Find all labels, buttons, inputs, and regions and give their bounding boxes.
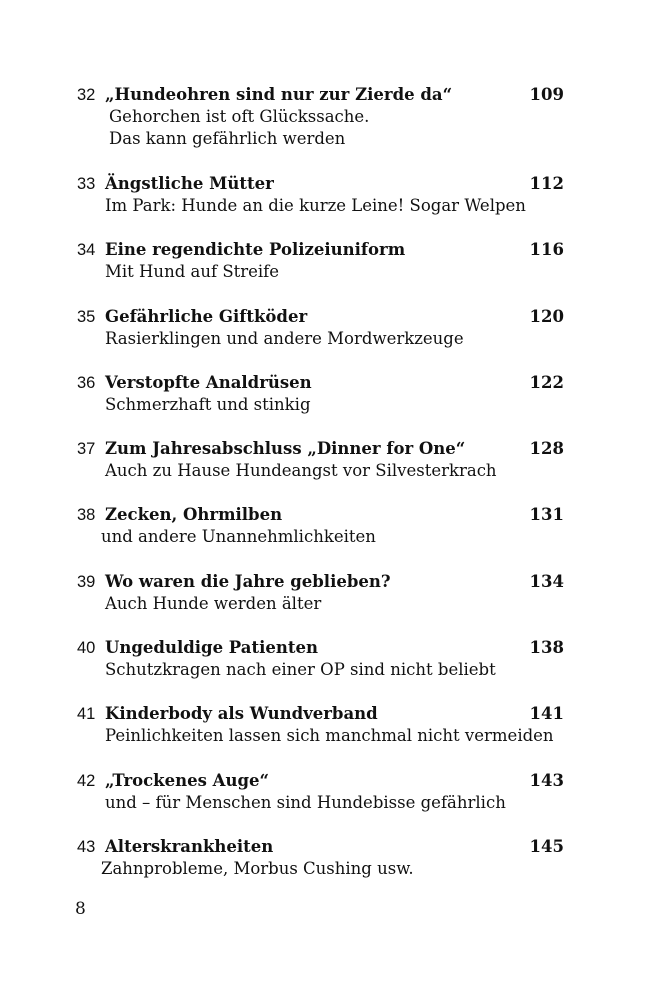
chapter-subtitle: Zahnprobleme, Morbus Cushing usw. bbox=[101, 858, 414, 878]
chapter-number: 37 bbox=[77, 440, 96, 459]
chapter-page: 116 bbox=[529, 240, 564, 260]
chapter-subtitle: Schmerzhaft und stinkig bbox=[105, 394, 311, 414]
chapter-title: Ängstliche Mütter bbox=[105, 174, 274, 193]
chapter-number: 33 bbox=[77, 175, 96, 193]
toc-entry bbox=[0, 239, 658, 305]
page-number: 8 bbox=[75, 899, 86, 919]
toc-entry bbox=[0, 703, 658, 769]
toc-entry bbox=[0, 372, 658, 438]
chapter-number: 42 bbox=[77, 771, 96, 790]
toc-entry bbox=[0, 637, 658, 703]
chapter-subtitle: Auch Hunde werden älter bbox=[105, 593, 322, 613]
chapter-title: „Hundeohren sind nur zur Zierde da“ bbox=[105, 85, 453, 104]
toc-entry bbox=[0, 84, 658, 173]
chapter-number: 32 bbox=[77, 86, 96, 104]
chapter-subtitle: und andere Unannehmlichkeiten bbox=[101, 527, 376, 547]
chapter-number: 39 bbox=[77, 572, 96, 591]
chapter-number: 36 bbox=[77, 373, 96, 392]
chapter-title: Alterskrankheiten bbox=[105, 836, 274, 856]
chapter-page: 120 bbox=[529, 306, 564, 326]
chapter-title: Zecken, Ohrmilben bbox=[105, 505, 283, 525]
chapter-title: Eine regendichte Polizeiuniform bbox=[105, 240, 406, 260]
chapter-title: Zum Jahresabschluss „Dinner for One“ bbox=[105, 439, 466, 459]
chapter-page: 145 bbox=[529, 836, 564, 856]
chapter-title: Gefährliche Giftköder bbox=[105, 306, 308, 326]
chapter-subtitle: Mit Hund auf Streife bbox=[105, 262, 280, 282]
chapter-subtitle: und – für Menschen sind Hundebisse gefährlich bbox=[105, 792, 506, 812]
chapter-title: Ungeduldige Patienten bbox=[105, 638, 318, 658]
table-of-contents bbox=[0, 84, 658, 902]
chapter-page: 128 bbox=[529, 439, 564, 459]
chapter-page: 122 bbox=[529, 372, 564, 392]
chapter-subtitle: Rasierklingen und andere Mordwerkzeuge bbox=[105, 328, 464, 348]
chapter-number: 38 bbox=[77, 506, 96, 525]
chapter-page: 141 bbox=[529, 704, 564, 724]
chapter-subtitle: Das kann gefährlich werden bbox=[109, 129, 346, 148]
chapter-subtitle: Auch zu Hause Hundeangst vor Silvesterkrach bbox=[105, 461, 497, 481]
toc-entry bbox=[0, 438, 658, 504]
chapter-page: 138 bbox=[529, 638, 564, 658]
chapter-title: Kinderbody als Wundverband bbox=[105, 704, 378, 724]
chapter-page: 134 bbox=[529, 571, 564, 591]
chapter-title: Wo waren die Jahre geblieben? bbox=[105, 571, 391, 591]
chapter-number: 41 bbox=[77, 705, 96, 724]
chapter-subtitle: Peinlichkeiten lassen sich manchmal nicht vermeiden bbox=[105, 726, 554, 746]
chapter-number: 35 bbox=[77, 307, 96, 326]
toc-entry bbox=[0, 504, 658, 570]
chapter-number: 40 bbox=[77, 639, 96, 658]
toc-entry bbox=[0, 173, 658, 239]
chapter-title: „Trockenes Auge“ bbox=[105, 770, 269, 790]
chapter-page: 109 bbox=[529, 85, 564, 104]
toc-entry bbox=[0, 571, 658, 637]
chapter-subtitle: Im Park: Hunde an die kurze Leine! Sogar Welpen bbox=[105, 196, 526, 215]
chapter-page: 131 bbox=[529, 505, 564, 525]
chapter-page: 143 bbox=[529, 770, 564, 790]
toc-entry bbox=[0, 836, 658, 902]
toc-entry bbox=[0, 306, 658, 372]
chapter-page: 112 bbox=[529, 174, 564, 193]
chapter-number: 43 bbox=[77, 837, 96, 856]
chapter-number: 34 bbox=[77, 241, 96, 260]
toc-entry bbox=[0, 770, 658, 836]
chapter-title: Verstopfte Analdrüsen bbox=[105, 372, 312, 392]
chapter-subtitle: Gehorchen ist oft Glückssache. bbox=[109, 107, 370, 126]
chapter-subtitle: Schutzkragen nach einer OP sind nicht beliebt bbox=[105, 660, 496, 680]
